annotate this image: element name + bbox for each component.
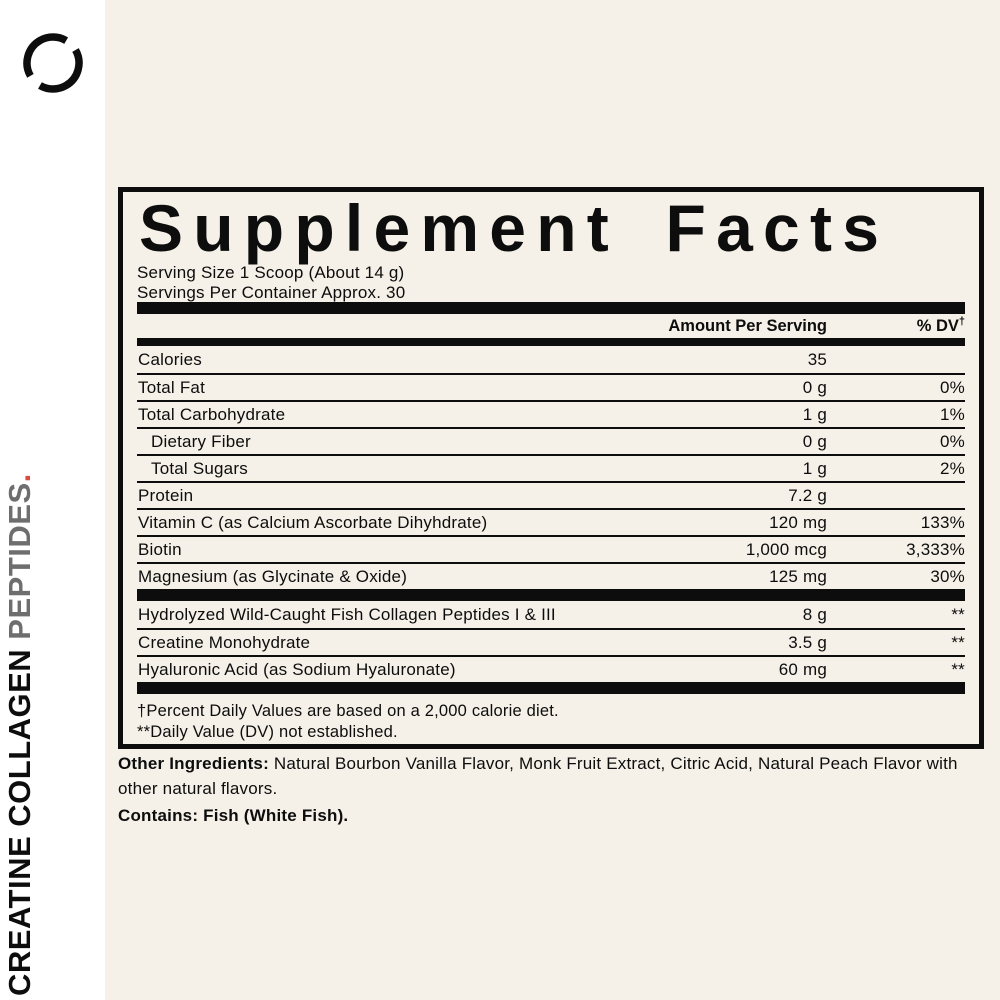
other-ingredients-label: Other Ingredients: bbox=[118, 754, 269, 773]
nutrient-amount: 7.2 g bbox=[788, 485, 827, 505]
active-amount: 3.5 g bbox=[788, 632, 827, 652]
panel-title: Supplement Facts bbox=[139, 191, 890, 265]
nutrient-dv: 0% bbox=[940, 377, 965, 397]
nutrient-label: Dietary Fiber bbox=[151, 431, 251, 451]
table-row bbox=[137, 427, 965, 454]
divider-bar-header bbox=[137, 338, 965, 346]
divider-bar-bottom bbox=[137, 682, 965, 694]
table-row bbox=[137, 373, 965, 400]
nutrient-label: Vitamin C (as Calcium Ascorbate Dihyhdrate) bbox=[138, 512, 488, 532]
nutrient-dv: 30% bbox=[930, 566, 965, 586]
footnote-line: **Daily Value (DV) not established. bbox=[137, 723, 398, 741]
footnotes bbox=[137, 701, 965, 743]
nutrient-label: Magnesium (as Glycinate & Oxide) bbox=[138, 566, 408, 586]
table-row bbox=[137, 601, 965, 628]
nutrient-rows bbox=[137, 346, 965, 589]
nutrient-dv: 2% bbox=[940, 458, 965, 478]
nutrient-label: Total Fat bbox=[138, 377, 205, 397]
nutrient-label: Calories bbox=[138, 349, 202, 369]
servings-per-container: Servings Per Container Approx. 30 bbox=[137, 282, 406, 302]
contains-statement: Contains: Fish (White Fish). bbox=[118, 806, 349, 825]
table-row bbox=[137, 400, 965, 427]
other-ingredients-paragraph bbox=[118, 752, 992, 801]
active-ingredient-rows bbox=[137, 601, 965, 682]
table-row bbox=[137, 346, 965, 373]
table-row bbox=[137, 481, 965, 508]
divider-bar-actives bbox=[137, 589, 965, 601]
brand-logo bbox=[22, 32, 84, 94]
header-amount-per-serving: Amount Per Serving bbox=[668, 316, 827, 335]
nutrient-dv: 133% bbox=[920, 512, 965, 532]
active-amount: 60 mg bbox=[778, 659, 827, 679]
table-row bbox=[137, 562, 965, 589]
active-label: Hydrolyzed Wild-Caught Fish Collagen Peptides I & III bbox=[138, 604, 556, 624]
divider-bar-top bbox=[137, 302, 965, 314]
active-label: Creatine Monohydrate bbox=[138, 632, 311, 652]
table-row bbox=[137, 535, 965, 562]
nutrient-label: Protein bbox=[138, 485, 194, 505]
nutrient-dv: 0% bbox=[940, 431, 965, 451]
nutrient-dv: 3,333% bbox=[906, 539, 965, 559]
other-ingredients-section bbox=[118, 752, 992, 829]
active-label: Hyaluronic Acid (as Sodium Hyaluronate) bbox=[138, 659, 456, 679]
nutrient-dv: 1% bbox=[940, 404, 965, 424]
brand-name-dot: . bbox=[2, 473, 37, 483]
active-dv: ** bbox=[951, 604, 965, 624]
dagger-symbol: † bbox=[958, 315, 965, 327]
nutrient-amount: 125 mg bbox=[769, 566, 827, 586]
table-row bbox=[137, 655, 965, 682]
footnote-line: †Percent Daily Values are based on a 2,000 calorie diet. bbox=[137, 702, 559, 720]
nutrient-amount: 35 bbox=[807, 349, 827, 369]
other-ingredients-text: Natural Bourbon Vanilla Flavor, Monk Fruit Extract, Citric Acid, Natural Peach Flavor with other natural flavors. bbox=[118, 754, 958, 798]
nutrient-label: Total Sugars bbox=[151, 458, 248, 478]
nutrient-amount: 1 g bbox=[802, 458, 827, 478]
table-row bbox=[137, 508, 965, 535]
supplement-facts-panel bbox=[118, 187, 984, 749]
nutrient-amount: 120 mg bbox=[769, 512, 827, 532]
broken-circle-icon bbox=[22, 32, 84, 94]
table-row bbox=[137, 628, 965, 655]
table-header-row bbox=[137, 314, 965, 338]
brand-name-gray: PEPTIDES bbox=[2, 482, 37, 640]
serving-info bbox=[137, 263, 965, 302]
vertical-brand-name bbox=[3, 473, 37, 996]
brand-name-black: CREATINE COLLAGEN bbox=[2, 639, 37, 996]
nutrient-amount: 0 g bbox=[802, 377, 827, 397]
nutrient-amount: 0 g bbox=[802, 431, 827, 451]
active-dv: ** bbox=[951, 632, 965, 652]
serving-size: Serving Size 1 Scoop (About 14 g) bbox=[137, 263, 405, 282]
nutrient-label: Biotin bbox=[138, 539, 182, 559]
header-percent-dv: % DV† bbox=[916, 315, 965, 335]
active-dv: ** bbox=[951, 659, 965, 679]
nutrient-amount: 1,000 mcg bbox=[745, 539, 827, 559]
active-amount: 8 g bbox=[802, 604, 827, 624]
table-row bbox=[137, 454, 965, 481]
nutrient-label: Total Carbohydrate bbox=[138, 404, 286, 424]
nutrient-amount: 1 g bbox=[802, 404, 827, 424]
